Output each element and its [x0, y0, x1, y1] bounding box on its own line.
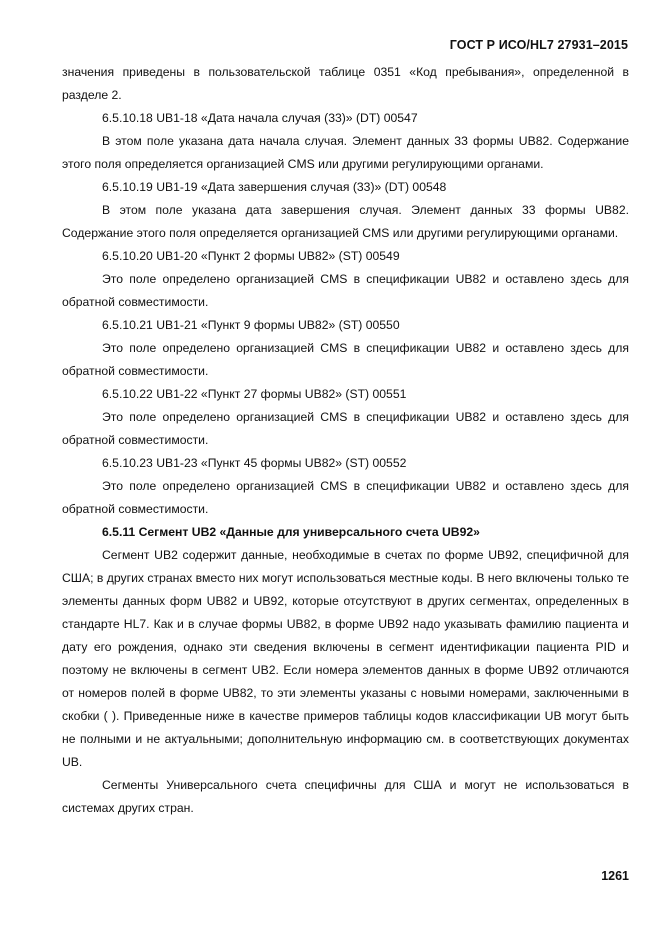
section-note-ub2: Сегменты Универсального счета специфичны для США и могут не использоваться в системах других стран.	[62, 778, 629, 815]
paragraph-continuation: значения приведены в пользовательской таблице 0351 «Код пребывания», определенной в разделе 2.	[62, 65, 629, 102]
field-heading-ub1-18: 6.5.10.18 UB1-18 «Дата начала случая (33)» (DT) 00547	[102, 111, 418, 125]
page-header-standard: ГОСТ Р ИСО/HL7 27931–2015	[449, 38, 628, 52]
field-description-ub1-22: Это поле определено организацией CMS в спецификации UB82 и оставлено здесь для обратной совместимости.	[62, 410, 629, 447]
page-number: 1261	[601, 869, 629, 883]
field-heading-ub1-22: 6.5.10.22 UB1-22 «Пункт 27 формы UB82» (ST) 00551	[102, 387, 407, 401]
field-heading-ub1-21: 6.5.10.21 UB1-21 «Пункт 9 формы UB82» (ST) 00550	[102, 318, 400, 332]
field-description-ub1-18: В этом поле указана дата начала случая. Элемент данных 33 формы UB82. Содержание этого поля определяется организацией CMS или другими регулирующими органами.	[62, 134, 629, 171]
body-text	[62, 61, 629, 820]
field-description-ub1-19: В этом поле указана дата завершения случая. Элемент данных 33 формы UB82. Содержание этого поля определяется организацией CMS или другими регулирующими органами.	[62, 203, 629, 240]
field-description-ub1-20: Это поле определено организацией CMS в спецификации UB82 и оставлено здесь для обратной совместимости.	[62, 272, 629, 309]
field-description-ub1-21: Это поле определено организацией CMS в спецификации UB82 и оставлено здесь для обратной совместимости.	[62, 341, 629, 378]
section-heading-ub2: 6.5.11 Сегмент UB2 «Данные для универсального счета UB92»	[102, 525, 480, 539]
field-heading-ub1-20: 6.5.10.20 UB1-20 «Пункт 2 формы UB82» (ST) 00549	[102, 249, 400, 263]
field-heading-ub1-19: 6.5.10.19 UB1-19 «Дата завершения случая (33)» (DT) 00548	[102, 180, 447, 194]
field-heading-ub1-23: 6.5.10.23 UB1-23 «Пункт 45 формы UB82» (ST) 00552	[102, 456, 407, 470]
field-description-ub1-23: Это поле определено организацией CMS в спецификации UB82 и оставлено здесь для обратной совместимости.	[62, 479, 629, 516]
section-description-ub2: Сегмент UB2 содержит данные, необходимые в счетах по форме UB92, специфичной для США; в других странах вместо них могут использоваться местные коды. В него включены только те элементы данных форм UB82 и UB92, которые отсутствуют в других сегментах, определенных в стандарте HL7. Как и в случае формы UB82, в форме UB92 надо указывать фамилию пациента и дату его рождения, однако эти сведения включены в сегмент идентификации пациента PID и поэтому не включены в сегмент UB2. Если номера элементов данных в форме UB92 отличаются от номеров полей в форме UB82, то эти элементы указаны с новыми номерами, заключенными в скобки ( ). Приведенные ниже в качестве примеров таблицы кодов классификации UB могут быть не полными и не актуальными; дополнительную информацию см. в соответствующих документах UB.	[62, 548, 629, 769]
